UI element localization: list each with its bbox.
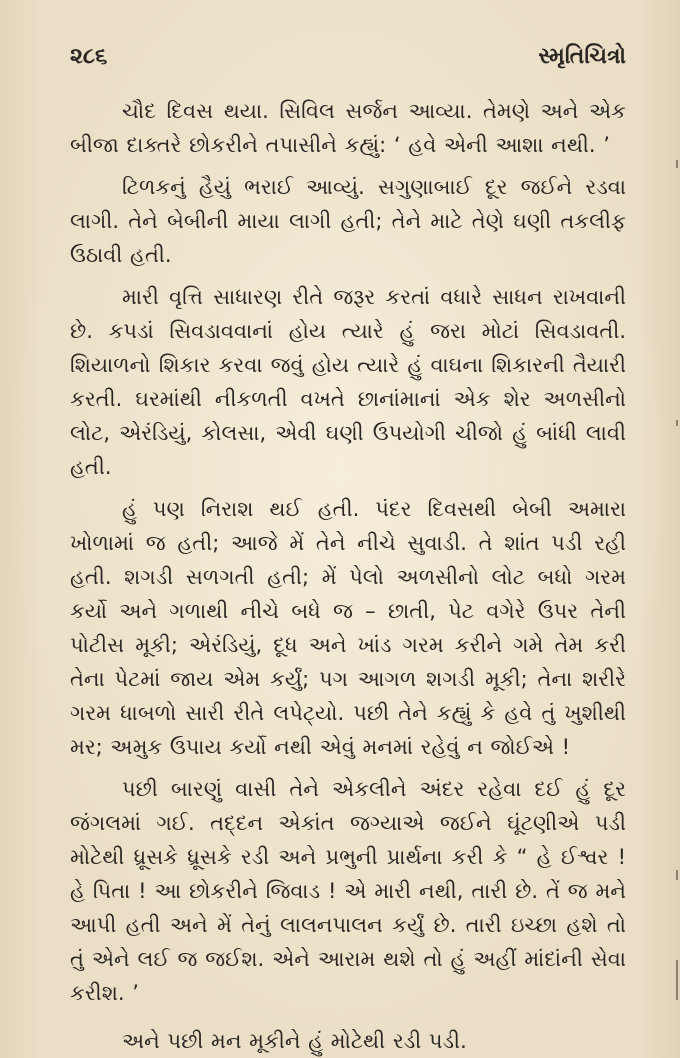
page-edge-mark: [676, 420, 678, 426]
page-number: ૨૮૬: [70, 44, 108, 69]
page-edge-mark: [676, 960, 678, 1000]
paragraph-5: પછી બારણું વાસી તેને એકલીને અંદર રહેવા દઈ હું દૂર જંગલમાં ગઈ. તદ્દન એકાંત જગ્યાએ જઈને ઘૂંટણીએ પડી મોટેથી ધ્રૂસકે ધ્રૂસકે રડી અને પ્રભુની પ્રાર્થના કરી કે “ હે ઈશ્વર ! હે પિતા ! આ છોકરીને જિવાડ ! એ મારી નથી, તારી છે. તેં જ મને આપી હતી અને મેં તેનું લાલનપાલન કર્યું છે. તારી ઇચ્છા હશે તો તું એને લઈ જ જઈશ. એને આરામ થશે તો હું અહીં માંદાંની સેવા કરીશ. ’: [70, 777, 626, 1005]
paragraph-3: મારી વૃત્તિ સાધારણ રીતે જરૂર કરતાં વધારે સાધન રાખવાની છે. કપડાં સિવડાવવાનાં હોય ત્યારે હું જરા મોટાં સિવડાવતી. શિયાળનો શિકાર કરવા જવું હોય ત્યારે હું વાઘના શિકારની તૈયારી કરતી. ઘરમાંથી નીકળતી વખતે છાનાંમાનાં એક શેર અળસીનો લોટ, એરંડિયું, કોલસા, એવી ઘણી ઉપયોગી ચીજો હું બાંધી લાવી હતી.: [70, 285, 626, 479]
page-edge-mark: [676, 870, 678, 880]
paragraph-1: ચૌદ દિવસ થયા. સિવિલ સર્જન આવ્યા. તેમણે અને એક બીજા દાક્તરે છોકરીને તપાસીને કહ્યું: ‘ હવે એની આશા નથી. ’: [70, 99, 626, 157]
running-head: [70, 44, 626, 74]
paragraph-4: હું પણ નિરાશ થઈ હતી. પંદર દિવસથી બેબી અમારા ખોળામાં જ હતી; આજે મેં તેને નીચે સુવાડી. તે શાંત પડી રહી હતી. શગડી સળગતી હતી; મેં પેલો અળસીનો લોટ બધો ગરમ કર્યો અને ગળાથી નીચે બધે જ – છાતી, પેટ વગેરે ઉપર તેની પોટીસ મૂકી; એરંડિયું, દૂધ અને ખાંડ ગરમ કરીને ગમે તેમ કરી તેના પેટમાં જાય એમ કર્યું; પગ આગળ શગડી મૂકી; તેના શરીરે ગરમ ધાબળો સારી રીતે લપેટ્યો. પછી તેને કહ્યું કે હવે તું ખુશીથી મર; અમુક ઉપાય કર્યો નથી એવું મનમાં રહેવું ન જોઈએ !: [70, 497, 626, 759]
paragraph-2: ટિળકનું હૈયું ભરાઈ આવ્યું. સગુણાબાઈ દૂર જઈને રડવા લાગી. તેને બેબીની માયા લાગી હતી; તેને માટે તેણે ઘણી તકલીફ ઉઠાવી હતી.: [70, 175, 626, 267]
book-title: સ્મૃતિચિત્રો: [538, 44, 626, 69]
page-edge-mark: [676, 160, 678, 168]
body-text: [70, 94, 626, 1058]
paragraph-6: અને પછી મન મૂકીને હું મોટેથી રડી પડી.: [122, 1029, 467, 1053]
